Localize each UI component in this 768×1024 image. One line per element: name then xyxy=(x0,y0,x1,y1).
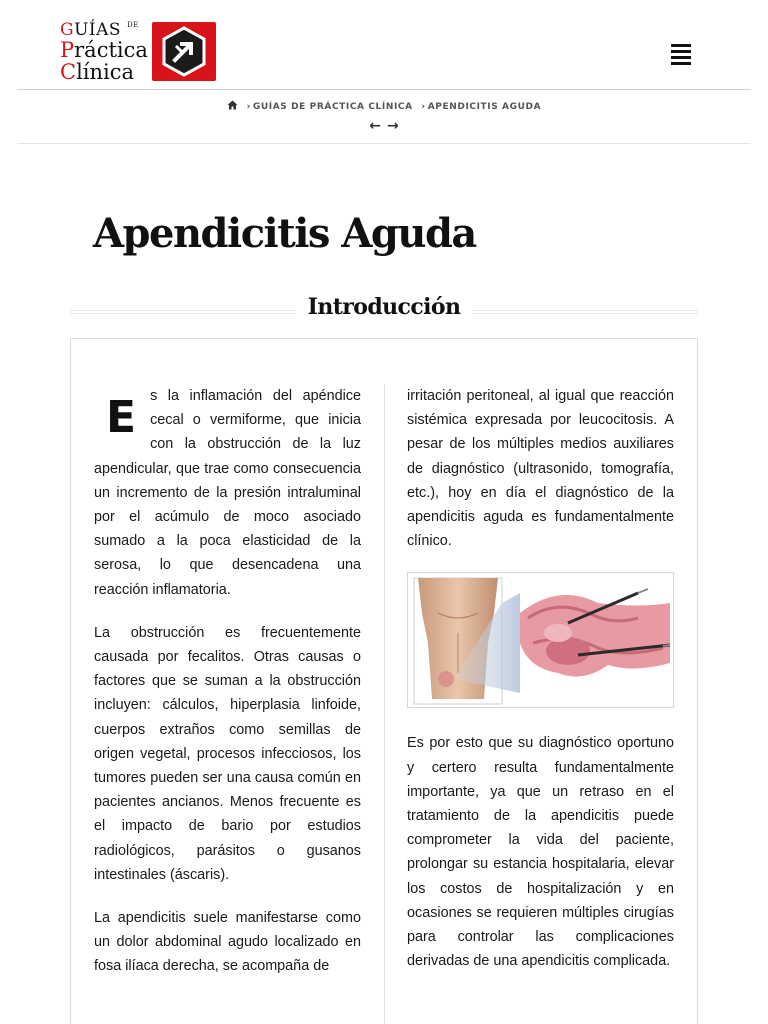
paragraph: irritación peritoneal, al igual que reacción sistémica expresada por leucocitosis. A pesar de los múltiples medios auxiliares de diagnóstico (ultrasonido, tomografía, etc.), hoy en día el diagnóstico de la apendicitis aguda es fundamentalmente clínico. xyxy=(407,388,674,550)
content-card xyxy=(70,338,698,1024)
article-pager xyxy=(17,118,751,134)
hamburger-menu-icon[interactable] xyxy=(669,44,693,68)
breadcrumb-bar xyxy=(17,90,751,144)
section-heading xyxy=(70,294,698,328)
logo-badge-icon xyxy=(152,22,216,81)
breadcrumb-link-guias[interactable]: GUÍAS DE PRÁCTICA CLÍNICA xyxy=(252,102,413,112)
site-logo[interactable] xyxy=(60,22,220,84)
content-column-left xyxy=(94,384,361,998)
content-column-right xyxy=(407,384,674,992)
next-arrow-icon[interactable]: → xyxy=(387,118,399,134)
chevron-right-icon: › xyxy=(246,102,251,112)
paragraph: Es por esto que su diagnóstico oportuno y certero resulta fundamentalmente importante, ya que un retraso en el tratamiento de la apendicitis puede comprometer la vida del paciente, prolongar su estancia hospitalaria, elevar los costos de hospitalización y en ocasiones se requieren múltiples cirugías para controlar las complicaciones derivadas de una apendicitis complicada. xyxy=(407,735,674,970)
paragraph: Es la inflamación del apéndice cecal o vermiforme, que inicia con la obstrucción de la luz apendicular, que trae como consecuencia un incremento de la presión intraluminal por el acúmulo de moco asociado sumado a la poca elasticidad de la serosa, lo que desencadena una reacción inflamatoria. xyxy=(94,388,361,598)
column-divider xyxy=(384,384,385,1024)
logo-wordmark: GUÍAS $^{DE}$ Práctica Clínica xyxy=(60,20,148,84)
site-header xyxy=(17,0,751,90)
paragraph: La obstrucción es frecuentemente causada por fecalitos. Otras causas o factores que se suman a la obstrucción incluyen: cálculos, hiperplasia linfoide, cuerpos extraños como semillas de origen vegetal, procesos infecciosos, los tumores pueden ser una causa común en pacientes ancianos. Menos frecuente es el impacto de bario por estudios radiológicos, parásitos o gusanos intestinales (áscaris). xyxy=(94,624,361,883)
home-icon[interactable] xyxy=(227,100,238,113)
prev-arrow-icon[interactable]: ← xyxy=(369,118,381,134)
appendix-illustration xyxy=(407,572,674,708)
breadcrumb xyxy=(17,100,751,113)
section-title: Introducción xyxy=(307,294,461,320)
chevron-right-icon: › xyxy=(421,102,426,112)
page-title: Apendicitis Aguda xyxy=(93,210,476,257)
breadcrumb-link-current[interactable]: APENDICITIS AGUDA xyxy=(427,102,542,112)
drop-cap: E xyxy=(106,392,137,443)
paragraph: La apendicitis suele manifestarse como un dolor abdominal agudo localizado en fosa ilíaca derecha, se acompaña de xyxy=(94,910,361,975)
